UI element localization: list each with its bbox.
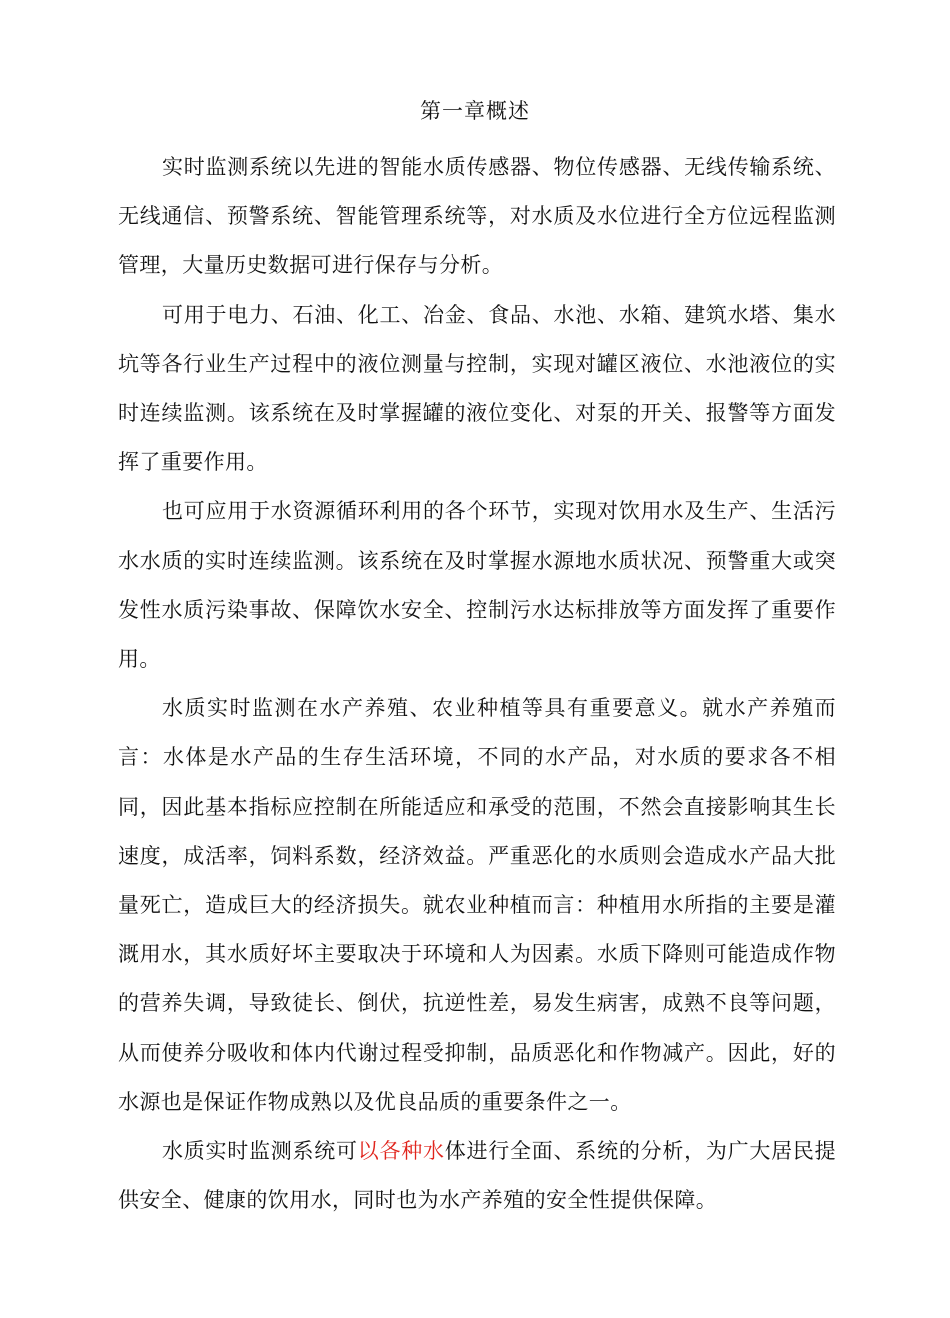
paragraph-5 [118,1127,836,1225]
paragraph-4: 水质实时监测在水产养殖、农业种植等具有重要意义。就水产养殖而言：水体是水产品的生存生活环境，不同的水产品，对水质的要求各不相同，因此基本指标应控制在所能适应和承受的范围，不然会直接影响其生长速度，成活率，饲料系数，经济效益。严重恶化的水质则会造成水产品大批量死亡，造成巨大的经济损失。就农业种植而言：种植用水所指的主要是灌溉用水，其水质好坏主要取决于环境和人为因素。水质下降则可能造成作物的营养失调，导致徒长、倒伏，抗逆性差，易发生病害，成熟不良等问题，从而使养分吸收和体内代谢过程受抑制，品质恶化和作物减产。因此，好的水源也是保证作物成熟以及优良品质的重要条件之一。 [118,696,836,1114]
highlighted-text: 以各种水 [357,1139,445,1164]
chapter-title: 第一章概述 [420,99,530,123]
paragraph-3: 也可应用于水资源循环利用的各个环节，实现对饮用水及生产、生活污水水质的实时连续监测。该系统在及时掌握水源地水质状况、预警重大或突发性水质污染事故、保障饮水安全、控制污水达标排放等方面发挥了重要作用。 [118,499,836,672]
paragraph-2: 可用于电力、石油、化工、冶金、食品、水池、水箱、建筑水塔、集水坑等各行业生产过程中的液位测量与控制，实现对罐区液位、水池液位的实时连续监测。该系统在及时掌握罐的液位变化、对泵的开关、报警等方面发挥了重要作用。 [118,302,836,475]
paragraph-5-text-before: 水质实时监测系统可 [162,1139,358,1164]
paragraph-5-text-after: 体进行全面、系统的分析，为广大居民提供安全、健康的饮用水，同时也为水产养殖的安全性提供保障。 [118,1139,836,1213]
document-body [118,143,836,1225]
paragraph-1: 实时监测系统以先进的智能水质传感器、物位传感器、无线传输系统、无线通信、预警系统、智能管理系统等，对水质及水位进行全方位远程监测管理，大量历史数据可进行保存与分析。 [118,155,836,278]
